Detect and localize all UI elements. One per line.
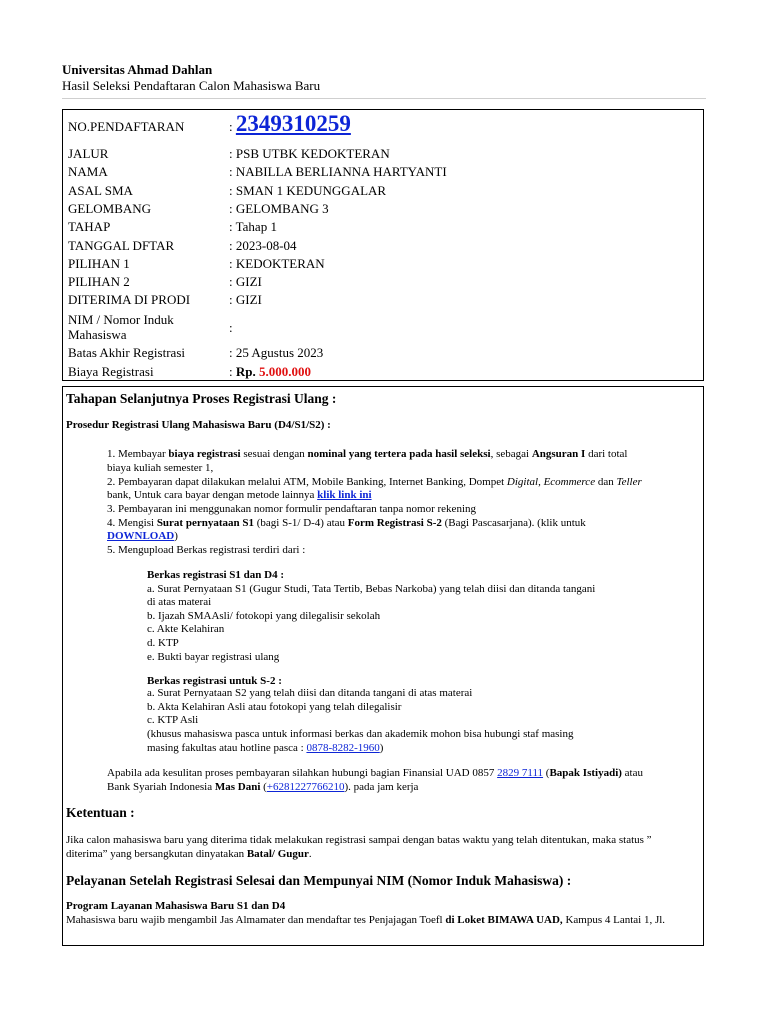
berkas-s1-item-a: a. Surat Pernyataan S1 (Gugur Studi, Tata Tertib, Bebas Narkoba) yang telah diisi dan ditanda tangani [147, 583, 596, 595]
berkas-s2-item-c: c. KTP Asli [147, 714, 199, 726]
step-5: 5. Mengupload Berkas registrasi terdiri dari : [107, 544, 306, 556]
step-4-line2: DOWNLOAD) [107, 530, 178, 542]
step-3: 3. Pembayaran ini menggunakan nomor formulir pendaftaran tanpa nomor rekening [107, 503, 476, 515]
download-link[interactable]: DOWNLOAD [107, 530, 175, 542]
berkas-s1-title: Berkas registrasi S1 dan D4 : [147, 569, 284, 581]
nim-label: NIM / Nomor Induk Mahasiswa [68, 312, 174, 342]
info-row-label: NAMA [68, 164, 108, 180]
deadline-value: : 25 Agustus 2023 [229, 345, 324, 360]
berkas-s2-title: Berkas registrasi untuk S-2 : [147, 675, 282, 687]
info-row-value: : GELOMBANG 3 [229, 200, 329, 216]
university-name: Universitas Ahmad Dahlan [62, 62, 213, 77]
pasca-hotline-link[interactable]: 0878-8282-1960 [306, 742, 380, 754]
info-row-value: : 2023-08-04 [229, 237, 297, 253]
berkas-s1-item-c: c. Akte Kelahiran [147, 623, 225, 635]
registration-number-label: NO.PENDAFTARAN [68, 119, 185, 134]
info-row-label: JALUR [68, 146, 109, 161]
procedure-title: Prosedur Registrasi Ulang Mahasiswa Baru (D4/S1/S2) : [66, 419, 331, 431]
registration-number-value: : 2349310259 [229, 111, 351, 136]
steps-title: Tahapan Selanjutnya Proses Registrasi Ulang : [66, 391, 337, 406]
berkas-s2-note: (khusus mahasiswa pasca untuk informasi berkas dan akademik mohon bisa hubungi staf masing [147, 728, 574, 740]
step-2-line2: bank, Untuk cara bayar dengan metode lainnya klik link ini [107, 489, 372, 501]
info-row-value: : GIZI [229, 292, 262, 308]
fee-amount: 5.000.000 [259, 364, 311, 379]
info-row-label: TANGGAL DFTAR [68, 237, 175, 253]
program-title: Program Layanan Mahasiswa Baru S1 dan D4 [66, 900, 286, 912]
ketentuan-title: Ketentuan : [66, 805, 135, 820]
info-row-value: : KEDOKTERAN [229, 255, 325, 271]
nim-value: : [229, 320, 233, 335]
page-header [62, 62, 320, 94]
info-row-label: PILIHAN 1 [68, 255, 130, 271]
info-row-label: PILIHAN 2 [68, 274, 130, 290]
info-row-label: GELOMBANG [68, 200, 152, 216]
step-2: 2. Pembayaran dapat dilakukan melalui ATM, Mobile Banking, Internet Banking, Dompet Digital, Ecommerce dan Teller [107, 476, 642, 488]
finance-phone-link[interactable]: 2829 7111 [497, 767, 544, 779]
berkas-s2-item-b: b. Akta Kelahiran Asli atau fotokopi yang telah dilegalisir [147, 701, 402, 713]
page-subtitle: Hasil Seleksi Pendaftaran Calon Mahasiswa Baru [62, 78, 321, 93]
berkas-s1-item-a-line2: di atas materai [147, 596, 212, 608]
info-row-value: : Tahap 1 [229, 219, 277, 235]
berkas-s1-item-e: e. Bukti bayar registrasi ulang [147, 651, 280, 663]
pelayanan-line1: Mahasiswa baru wajib mengambil Jas Almamater dan mendaftar tes Penjajagan Toefl di Loket BIMAWA UAD, Kampus 4 Lantai 1, Jl. [66, 914, 666, 926]
berkas-s2-note-line2: masing fakultas atau hotline pasca : 0878-8282-1960) [147, 742, 384, 754]
registration-summary-box [62, 109, 704, 381]
berkas-s1-item-b: b. Ijazah SMAAsli/ fotokopi yang dilegalisir sekolah [147, 610, 381, 622]
step-1-line2: biaya kuliah semester 1, [107, 462, 214, 474]
fee-value: : Rp. 5.000.000 [229, 364, 311, 379]
next-steps-box [62, 386, 704, 946]
contact-line1: Apabila ada kesulitan proses pembayaran silahkan hubungi bagian Finansial UAD 0857 2829 7111 (Bapak Istiyadi) atau [107, 767, 643, 779]
bank-phone-link[interactable]: +6281227766210 [266, 781, 345, 793]
deadline-label: Batas Akhir Registrasi [68, 345, 185, 360]
pelayanan-title: Pelayanan Setelah Registrasi Selesai dan Mempunyai NIM (Nomor Induk Mahasiswa) : [66, 873, 572, 888]
info-row-value: : NABILLA BERLIANNA HARTYANTI [229, 164, 447, 180]
info-row-label: TAHAP [68, 219, 111, 235]
payment-methods-link[interactable]: klik link ini [317, 489, 372, 501]
header-divider [62, 98, 706, 99]
step-1: 1. Membayar biaya registrasi sesuai dengan nominal yang tertera pada hasil seleksi, sebagai Angsuran I dari total [107, 448, 628, 460]
fee-label: Biaya Registrasi [68, 364, 154, 379]
registration-number: 2349310259 [235, 111, 351, 136]
contact-line2: Bank Syariah Indonesia Mas Dani (+6281227766210). pada jam kerja [107, 781, 419, 793]
ketentuan-line1: Jika calon mahasiswa baru yang diterima tidak melakukan registrasi sampai dengan batas waktu yang telah ditentukan, maka status ” [66, 834, 652, 846]
info-row-value: : SMAN 1 KEDUNGGALAR [229, 182, 387, 198]
info-row-label: DITERIMA DI PRODI [68, 292, 191, 308]
berkas-s2-item-a: a. Surat Pernyataan S2 yang telah diisi dan ditanda tangani di atas materai [147, 687, 473, 699]
ketentuan-line2: diterima” yang bersangkutan dinyatakan Batal/ Gugur. [66, 848, 312, 860]
info-row-value: : GIZI [229, 274, 262, 290]
step-4: 4. Mengisi Surat pernyataan S1 (bagi S-1/ D-4) atau Form Registrasi S-2 (Bagi Pascasarjana). (klik untuk [107, 517, 586, 529]
info-row-value: : PSB UTBK KEDOKTERAN [229, 146, 390, 161]
info-row-label: ASAL SMA [68, 182, 133, 198]
berkas-s1-item-d: d. KTP [147, 637, 179, 649]
